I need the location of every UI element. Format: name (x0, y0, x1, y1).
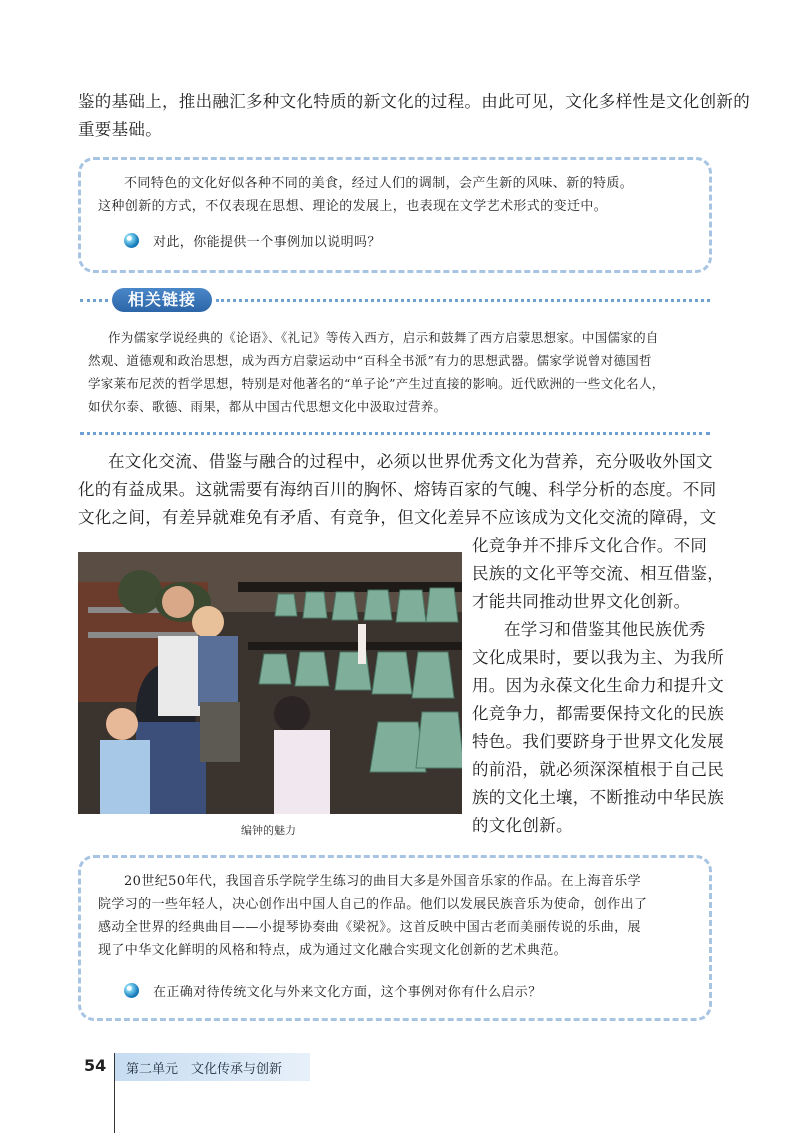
page-number: 54 (84, 1056, 107, 1075)
body-line: 在学习和借鉴其他民族优秀 (504, 620, 706, 639)
globe-bullet-icon (124, 983, 139, 998)
photo-caption: 编钟的魅力 (241, 824, 296, 837)
dotted-divider (80, 299, 108, 302)
body-line: 用。因为永葆文化生命力和提升文 (472, 676, 724, 695)
think-box-line: 不同特色的文化好似各种不同的美食，经过人们的调制，会产生新的风味、新的特质。 (124, 176, 634, 191)
body-line: 文化成果时，要以我为主、为我所 (472, 648, 724, 667)
think-box-line: 院学习的一些年轻人，决心创作出中国人自己的作品。他们以发展民族音乐为使命，创作出了 (98, 897, 648, 912)
intro-line: 鉴的基础上，推出融汇多种文化特质的新文化的过程。由此可见，文化多样性是文化创新的 (78, 92, 750, 111)
body-line: 文化之间，有差异就难免有矛盾、有竞争，但文化差异不应该成为文化交流的障碍，文 (78, 508, 717, 527)
related-link-text: 作为儒家学说经典的《论语》、《礼记》等传入西方，启示和鼓舞了西方启蒙思想家。中国儒家的自 然观、道德观和政治思想，成为西方启蒙运动中“百科全书派”有力的思想武器。儒家学说曾对德国哲 学家莱布尼茨的哲学思想，特别是对他著名的“单子论”产生过直接的影响。近代欧洲的一些文化名人， 如伏尔泰、歌德、雨果，都从中国古代思想文化中汲取过营养。 (88, 330, 665, 414)
body-line: 化竞争并不排斥文化合作。不同 (472, 536, 708, 555)
dotted-divider (80, 432, 710, 435)
body-line: 才能共同推动世界文化创新。 (472, 592, 691, 611)
body-line: 化的有益成果。这就需要有海纳百川的胸怀、熔铸百家的气魄、科学分析的态度。不同 (78, 480, 717, 499)
bianzhong-illustration (78, 552, 462, 814)
body-line: 化竞争力，都需要保持文化的民族 (472, 704, 724, 723)
think-box-line: 感动全世界的经典曲目——小提琴协奏曲《梁祝》。这首反映中国古老而美丽传说的乐曲，展 (98, 920, 641, 935)
related-link-tag: 相关链接 (112, 288, 212, 312)
think-box-line: 20世纪50年代，我国音乐学院学生练习的曲目大多是外国音乐家的作品。在上海音乐学 (124, 874, 642, 889)
globe-bullet-icon (124, 233, 139, 248)
dotted-divider (216, 299, 710, 302)
think-box-line: 这种创新的方式，不仅表现在思想、理论的发展上，也表现在文学艺术形式的变迁中。 (98, 199, 608, 214)
body-line: 的文化创新。 (472, 816, 573, 835)
think-box-question: 对此，你能提供一个事例加以说明吗？ (124, 231, 381, 254)
body-line: 在文化交流、借鉴与融合的过程中，必须以世界优秀文化为营养，充分吸收外国文 (108, 452, 713, 471)
body-line: 民族的文化平等交流、相互借鉴， (472, 564, 724, 583)
body-line: 的前沿，就必须深深植根于自己民 (472, 760, 724, 779)
bianzhong-photo (78, 552, 462, 814)
body-line: 特色。我们要跻身于世界文化发展 (472, 732, 724, 751)
think-box-line: 现了中华文化鲜明的风格和特点，成为通过文化融合实现文化创新的艺术典范。 (98, 943, 568, 958)
intro-line: 重要基础。 (78, 120, 162, 139)
footer-divider (114, 1053, 115, 1133)
body-line: 族的文化土壤，不断推动中华民族 (472, 788, 724, 807)
think-box-question: 在正确对待传统文化与外来文化方面，这个事例对你有什么启示？ (124, 981, 542, 1004)
unit-title: 第二单元 文化传承与创新 (126, 1062, 283, 1077)
